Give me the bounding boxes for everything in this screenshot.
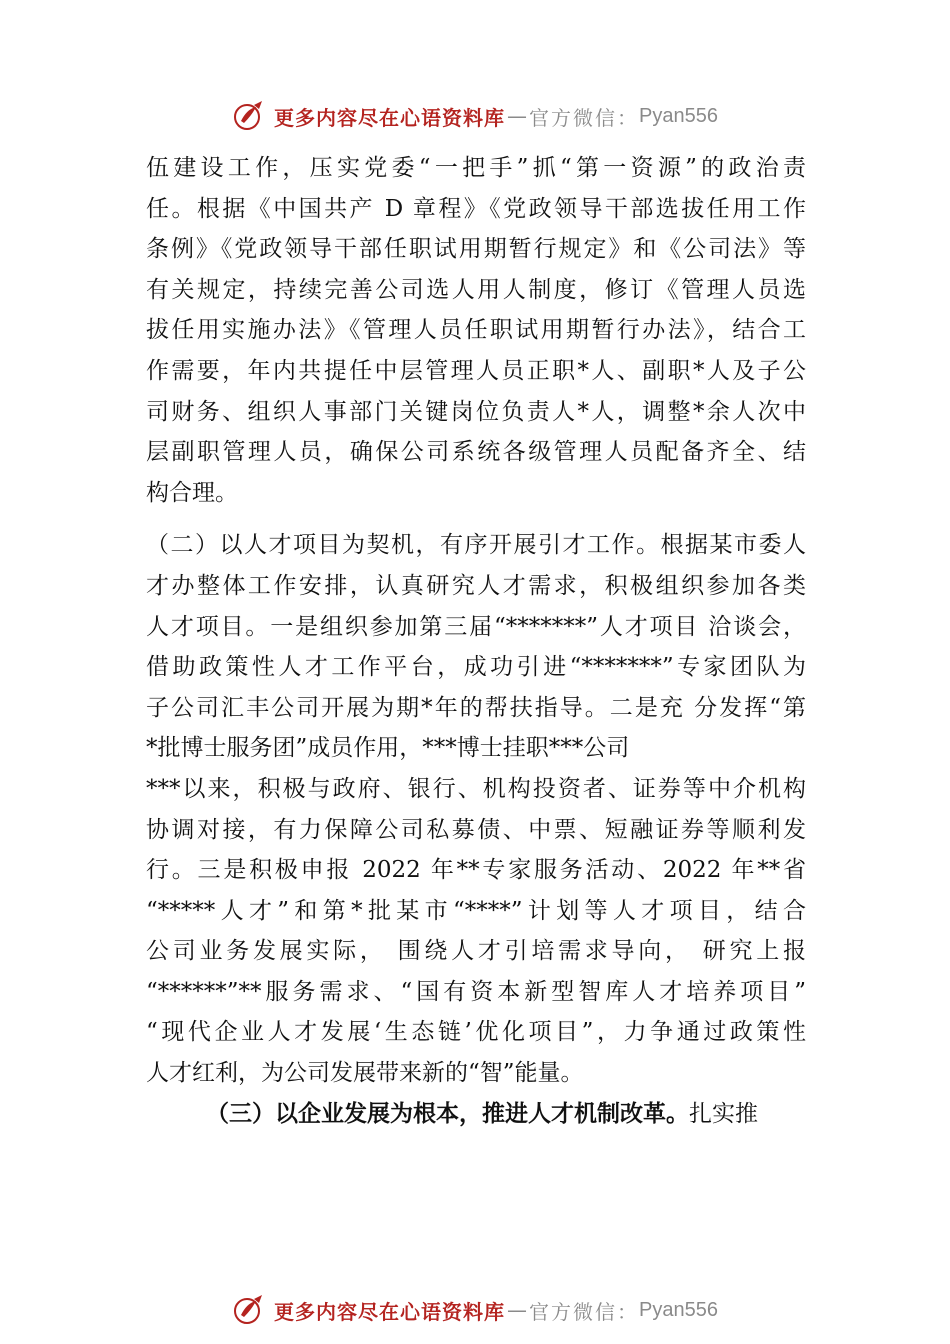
text-line: “******”**服务需求、“国有资本新型智库人才培养项目” — [146, 978, 806, 1005]
text-line: 行。三是积极申报 2022 年**专家服务活动、2022 年**省 — [146, 857, 806, 884]
text-line: 才办整体工作安排，认真研究人才需求，积极组织参加各类 — [146, 572, 806, 599]
logo-icon — [232, 99, 266, 133]
text-line: 条例》《党政领导干部任职试用期暂行规定》和《公司法》等 — [146, 236, 806, 263]
section-3-line — [146, 1094, 806, 1135]
text-line: 构合理。 — [146, 479, 238, 506]
text-line: ***以来，积极与政府、银行、机构投资者、证券等中介机构 — [146, 775, 806, 802]
text-line: （二）以人才项目为契机，有序开展引才工作。根据某市委人 — [146, 532, 806, 559]
paragraph-1 — [146, 148, 806, 513]
text-line: “*****人才”和第*批某市“****”计划等人才项目，结合 — [146, 897, 806, 924]
logo-icon — [232, 1293, 266, 1327]
footer-banner — [0, 1290, 950, 1330]
text-line: 公司业务发展实际， 围绕人才引培需求导向， 研究上报 — [146, 938, 806, 965]
document-body — [146, 148, 806, 1134]
text-line: *批博士服务团”成员作用，***博士挂职***公司 — [146, 735, 630, 762]
banner-dash: — — [507, 1298, 528, 1322]
text-line: 层副职管理人员，确保公司系统各级管理人员配备齐全、结 — [146, 439, 806, 466]
text-line: 子公司汇丰公司开展为期*年的帮扶指导。二是充 分发挥“第 — [146, 694, 806, 721]
text-line: 有关规定，持续完善公司选人用人制度，修订《管理人员选 — [146, 276, 806, 303]
text-line: 伍建设工作，压实党委“一把手”抓“第一资源”的政治责 — [146, 155, 806, 181]
text-line: 协调对接，有力保障公司私募债、中票、短融证券等顺利发 — [146, 816, 806, 843]
banner-wechat-label: 官方微信： — [529, 1299, 640, 1324]
text-line: 人才项目。一是组织参加第三届“*******”人才项目 洽谈会， — [146, 613, 806, 640]
section-3-heading: （三）以企业发展为根本，推进人才机制改革。 — [206, 1099, 689, 1127]
banner-wechat-label: 官方微信： — [529, 105, 640, 130]
text-line: 借助政策性人才工作平台，成功引进“*******”专家团队为 — [146, 654, 806, 681]
text-line: 司财务、组织人事部门关键岗位负责人*人，调整*余人次中 — [146, 398, 806, 425]
banner-brand: 更多内容尽在心语资料库 — [274, 1299, 506, 1324]
banner-wechat-id: Pyan556 — [639, 1298, 718, 1321]
text-line: 任。根据《中国共产 D 章程》《党政领导干部选拔任用工作 — [146, 195, 806, 222]
text-line: 人才红利，为公司发展带来新的“智”能量。 — [146, 1060, 584, 1087]
paragraph-2 — [146, 525, 806, 1093]
section-3-continuation: 扎实推 — [689, 1100, 758, 1127]
banner-dash: — — [507, 104, 528, 128]
text-line: “现代企业人才发展‘生态链’优化项目”，力争通过政策性 — [146, 1019, 806, 1046]
banner-brand: 更多内容尽在心语资料库 — [274, 105, 506, 130]
text-line: 拔任用实施办法》《管理人员任职试用期暂行办法》，结合工 — [146, 317, 806, 344]
banner-wechat-id: Pyan556 — [639, 104, 718, 127]
text-line: 作需要，年内共提任中层管理人员正职*人、副职*人及子公 — [146, 357, 806, 384]
header-banner — [0, 96, 950, 136]
